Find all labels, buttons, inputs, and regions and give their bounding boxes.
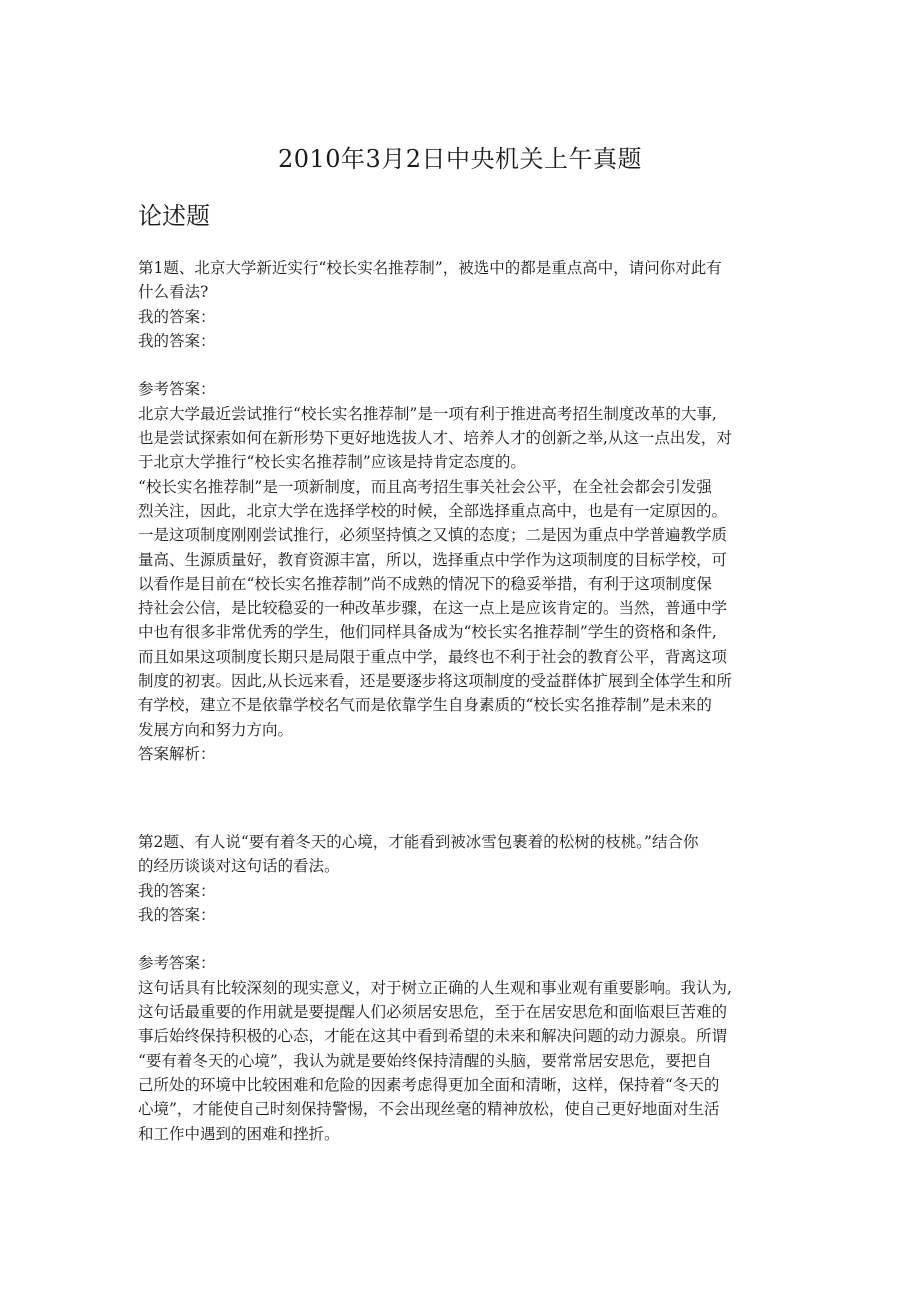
- reference-answer-line: 心境”，才能使自己时刻保持警惕，不会出现丝毫的精神放松，使自己更好地面对生活: [138, 1100, 720, 1119]
- question-text-line: 的经历谈谈对这句话的看法。: [138, 857, 340, 876]
- reference-answer-line: 以看作是目前在“校长实名推荐制”尚不成熟的情况下的稳妥举措，有利于这项制度保: [138, 574, 712, 593]
- reference-answer-line: 有学校，建立不是依靠学校名气而是依靠学生自身素质的“校长实名推荐制”是未来的: [138, 696, 712, 715]
- my-answer-label: 我的答案：: [138, 307, 216, 326]
- reference-answer-line: 这句话具有比较深刻的现实意义，对于树立正确的人生观和事业观有重要影响。我认为,: [138, 978, 732, 997]
- reference-answer-line: 而且如果这项制度长期只是局限于重点中学，最终也不利于社会的教育公平，背离这项: [138, 647, 728, 666]
- reference-answer-line: 于北京大学推行“校长实名推荐制”应该是持肯定态度的。: [138, 453, 526, 472]
- reference-answer-line: 发展方向和努力方向。: [138, 720, 294, 739]
- reference-answer-line: “要有着冬天的心境”，我认为就是要始终保持清醒的头脑，要常常居安思危，要把自: [138, 1051, 712, 1070]
- document-title: 2010年3月2日中央机关上午真题: [277, 145, 643, 173]
- reference-answer-line: 烈关注，因此，北京大学在选择学校的时候，全部选择重点高中，也是有一定原因的。: [138, 501, 728, 520]
- question-text-line: 什么看法?: [138, 283, 209, 302]
- reference-answer-line: 中也有很多非常优秀的学生，他们同样具备成为“校长实名推荐制”学生的资格和条件,: [138, 623, 717, 642]
- reference-answer-line: 这句话最重要的作用就是要提醒人们必须居安思危，至于在居安思危和面临艰巨苦难的: [138, 1003, 728, 1022]
- reference-answer-label: 参考答案：: [138, 380, 216, 399]
- reference-answer-line: “校长实名推荐制”是一项新制度，而且高考招生事关社会公平，在全社会都会引发强: [138, 477, 712, 496]
- reference-answer-line: 一是这项制度刚刚尝试推行，必须坚持慎之又慎的态度；二是因为重点中学普遍教学质: [138, 526, 728, 545]
- reference-answer-line: 量高、生源质量好，教育资源丰富，所以，选择重点中学作为这项制度的目标学校，可: [138, 550, 728, 569]
- question-1-block: [138, 256, 788, 766]
- question-text-line: 第1题、北京大学新近实行“校长实名推荐制”，被选中的都是重点高中，请问你对此有: [138, 259, 722, 277]
- reference-answer-label: 参考答案：: [138, 954, 216, 973]
- reference-answer-line: 也是尝试探索如何在新形势下更好地选拔人才、培养人才的创新之举,从这一点出发，对: [138, 429, 732, 448]
- question-text-line: 第2题、有人说“要有着冬天的心境，才能看到被冰雪包裹着的松树的枝桃。”结合你: [138, 833, 699, 851]
- reference-answer-line: 北京大学最近尝试推行“校长实名推荐制”是一项有利于推进高考招生制度改革的大事,: [138, 404, 717, 423]
- question-2-block: [138, 830, 788, 1146]
- section-heading: 论述题: [138, 202, 210, 230]
- reference-answer-line: 和工作中遇到的困难和挫折。: [138, 1124, 340, 1143]
- answer-analysis-label: 答案解析：: [138, 744, 216, 763]
- reference-answer-line: 事后始终保持积极的心态，才能在这其中看到希望的未来和解决问题的动力源泉。所谓: [138, 1027, 728, 1046]
- reference-answer-line: 己所处的环境中比较困难和危险的因素考虑得更加全面和清晰，这样，保持着“冬天的: [138, 1075, 720, 1094]
- my-answer-label: 我的答案：: [138, 331, 216, 350]
- my-answer-label: 我的答案：: [138, 881, 216, 900]
- reference-answer-line: 持社会公信，是比较稳妥的一种改革步骤，在这一点上是应该肯定的。当然，普通中学: [138, 599, 728, 618]
- my-answer-label: 我的答案：: [138, 905, 216, 924]
- reference-answer-line: 制度的初衷。因此,从长远来看，还是要逐步将这项制度的受益群体扩展到全体学生和所: [138, 672, 732, 691]
